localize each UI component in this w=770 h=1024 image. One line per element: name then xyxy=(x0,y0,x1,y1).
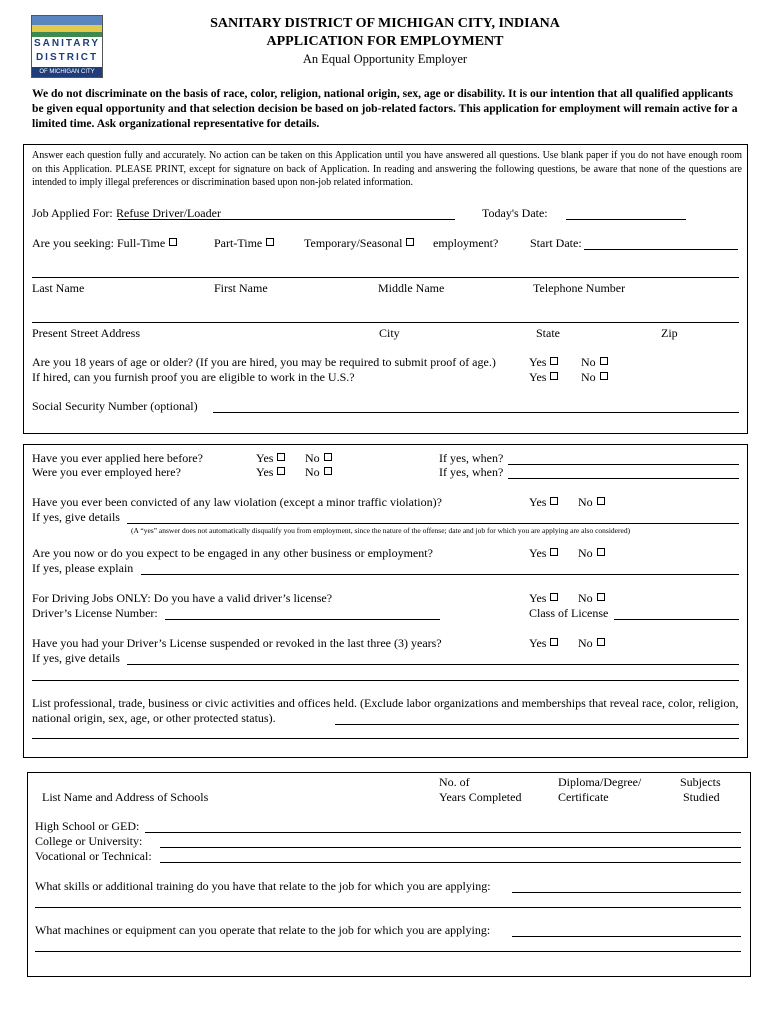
employed-no-label: No xyxy=(305,465,320,479)
policy-statement: We do not discriminate on the basis of race, color, religion, national origin, sex, age or disability. It is our intention that all qualified applicants be given equal opportunity and that selection decision be based on job-related factors. This application for employment will remain active for a limited time. Ask organizational representative for details. xyxy=(32,87,738,130)
suspended-details-field-2[interactable] xyxy=(32,680,739,681)
business-no-label: No xyxy=(578,546,593,560)
city-label: City xyxy=(379,326,400,340)
applied-yes-label: Yes xyxy=(256,451,274,465)
logo-text-district: DISTRICT xyxy=(35,52,99,63)
diploma-header-line1: Diploma/Degree/ xyxy=(558,775,642,789)
suspended-details-field[interactable] xyxy=(127,664,739,665)
part-time-option xyxy=(214,236,274,251)
suspended-question: Have you had your Driver’s License suspended or revoked in the last three (3) years? xyxy=(32,636,442,650)
machines-question: What machines or equipment can you operate that relate to the job for which you are applying: xyxy=(35,923,491,937)
address-line[interactable] xyxy=(32,322,739,323)
job-applied-line xyxy=(118,219,455,220)
business-yes xyxy=(529,546,558,561)
convicted-no-label: No xyxy=(578,495,593,509)
logo-text-city: OF MICHIGAN CITY xyxy=(32,67,102,77)
page-title: SANITARY DISTRICT OF MICHIGAN CITY, INDIANA xyxy=(210,16,560,31)
machines-field-2[interactable] xyxy=(35,951,741,952)
subjects-header-line1: Subjects xyxy=(680,775,721,789)
machines-field[interactable] xyxy=(512,936,741,937)
other-business-question: Are you now or do you expect to be engaged in any other business or employment? xyxy=(32,546,433,560)
todays-date-field[interactable] xyxy=(566,219,686,220)
business-yes-label: Yes xyxy=(529,546,547,560)
college-field[interactable] xyxy=(160,847,741,848)
ssn-label: Social Security Number (optional) xyxy=(32,399,198,413)
employment-question: employment? xyxy=(433,236,499,250)
applied-no xyxy=(305,451,332,466)
proof-no xyxy=(581,370,608,385)
district-logo xyxy=(31,15,103,78)
class-of-license-label: Class of License xyxy=(529,606,609,620)
temporary-checkbox[interactable] xyxy=(406,238,414,246)
suspended-yes-checkbox[interactable] xyxy=(550,638,558,646)
college-label: College or University: xyxy=(35,834,143,848)
age-question: Are you 18 years of age or older? (If you are hired, you may be required to submit proof of age.) xyxy=(32,355,496,369)
high-school-field[interactable] xyxy=(145,832,741,833)
first-name-label: First Name xyxy=(214,281,268,295)
employed-here-question: Were you ever employed here? xyxy=(32,465,181,479)
convicted-no-checkbox[interactable] xyxy=(597,497,605,505)
proof-question: If hired, can you furnish proof you are eligible to work in the U.S.? xyxy=(32,370,355,384)
proof-no-checkbox[interactable] xyxy=(600,372,608,380)
license-no xyxy=(578,591,605,606)
driving-question: For Driving Jobs ONLY: Do you have a valid driver’s license? xyxy=(32,591,333,605)
part-time-label: Part-Time xyxy=(214,236,263,250)
employed-no-checkbox[interactable] xyxy=(324,467,332,475)
employed-when-field[interactable] xyxy=(508,478,739,479)
activities-field[interactable] xyxy=(335,724,739,725)
license-yes xyxy=(529,591,558,606)
applied-no-label: No xyxy=(305,451,320,465)
proof-yes-label: Yes xyxy=(529,370,547,384)
suspended-yes-label: Yes xyxy=(529,636,547,650)
convicted-no xyxy=(578,495,605,510)
applied-yes-checkbox[interactable] xyxy=(277,453,285,461)
proof-yes xyxy=(529,370,558,385)
logo-grass-band xyxy=(32,32,102,37)
zip-label: Zip xyxy=(661,326,678,340)
employed-no xyxy=(305,465,332,480)
skills-question: What skills or additional training do you have that relate to the job for which you are applying: xyxy=(35,879,491,893)
suspended-details-label: If yes, give details xyxy=(32,651,120,665)
business-yes-checkbox[interactable] xyxy=(550,548,558,556)
proof-yes-checkbox[interactable] xyxy=(550,372,558,380)
suspended-no xyxy=(578,636,605,651)
vocational-field[interactable] xyxy=(160,862,741,863)
age-yes-label: Yes xyxy=(529,355,547,369)
suspended-yes xyxy=(529,636,558,651)
instructions: Answer each question fully and accurately. No action can be taken on this Application until you have answered all questions. Use blank paper if you do not have enough room on this Application. PLEASE PRINT, except for signature on back of Application. In reading and answering the following questions, be aware that none of the questions are intended to imply illegal preferences or discrimination based upon non-job related information. xyxy=(32,150,742,188)
applied-yes xyxy=(256,451,285,466)
age-no-label: No xyxy=(581,355,596,369)
employed-yes xyxy=(256,465,285,480)
business-no-checkbox[interactable] xyxy=(597,548,605,556)
business-explain-label: If yes, please explain xyxy=(32,561,134,575)
start-date-label: Start Date: xyxy=(530,236,582,250)
convicted-details-label: If yes, give details xyxy=(32,510,120,524)
years-header-line1: No. of xyxy=(439,775,470,789)
employed-yes-label: Yes xyxy=(256,465,274,479)
diploma-header-line2: Certificate xyxy=(558,790,609,804)
conviction-note: (A “yes” answer does not automatically disqualify you from employment, since the nature of the offense; date and job for which you are applying are also considered) xyxy=(131,526,631,535)
years-header-line2: Years Completed xyxy=(439,790,522,804)
temporary-option xyxy=(304,236,414,251)
full-time-checkbox[interactable] xyxy=(169,238,177,246)
ssn-field[interactable] xyxy=(213,412,739,413)
job-applied-value[interactable]: Refuse Driver/Loader xyxy=(116,206,221,220)
age-no xyxy=(581,355,608,370)
convicted-yes-checkbox[interactable] xyxy=(550,497,558,505)
telephone-label: Telephone Number xyxy=(533,281,626,295)
applied-no-checkbox[interactable] xyxy=(324,453,332,461)
age-yes-checkbox[interactable] xyxy=(550,357,558,365)
seeking-row xyxy=(32,236,177,251)
license-no-checkbox[interactable] xyxy=(597,593,605,601)
part-time-checkbox[interactable] xyxy=(266,238,274,246)
applied-when-label: If yes, when? xyxy=(439,451,504,465)
suspended-no-checkbox[interactable] xyxy=(597,638,605,646)
skills-field[interactable] xyxy=(512,892,741,893)
seeking-label: Are you seeking: Full-Time xyxy=(32,236,166,250)
tagline: An Equal Opportunity Employer xyxy=(302,52,468,66)
license-number-field[interactable] xyxy=(165,619,440,620)
schools-header: List Name and Address of Schools xyxy=(42,790,209,804)
age-yes xyxy=(529,355,558,370)
applied-when-field[interactable] xyxy=(508,464,739,465)
age-no-checkbox[interactable] xyxy=(600,357,608,365)
page-subtitle: APPLICATION FOR EMPLOYMENT xyxy=(266,34,504,49)
middle-name-label: Middle Name xyxy=(378,281,445,295)
license-yes-checkbox[interactable] xyxy=(550,593,558,601)
employed-yes-checkbox[interactable] xyxy=(277,467,285,475)
employed-when-label: If yes, when? xyxy=(439,465,504,479)
activities-question: List professional, trade, business or civic activities and offices held. (Exclude labor organizations and memberships that reveal race, color, religion, national origin, sex, age, or other protected status). xyxy=(32,696,739,725)
logo-sand-band xyxy=(32,25,102,32)
vocational-label: Vocational or Technical: xyxy=(35,849,152,863)
logo-text-sanitary: SANITARY xyxy=(34,38,100,49)
business-explain-field[interactable] xyxy=(141,574,739,575)
license-no-label: No xyxy=(578,591,593,605)
convicted-details-field[interactable] xyxy=(127,523,739,524)
high-school-label: High School or GED: xyxy=(35,819,140,833)
skills-field-2[interactable] xyxy=(35,907,741,908)
job-applied-label: Job Applied For: xyxy=(32,206,113,220)
activities-field-2[interactable] xyxy=(32,738,739,739)
street-label: Present Street Address xyxy=(32,326,140,340)
convicted-yes xyxy=(529,495,558,510)
state-label: State xyxy=(536,326,560,340)
temporary-label: Temporary/Seasonal xyxy=(304,236,403,250)
logo-water-band xyxy=(32,16,102,25)
todays-date-label: Today's Date: xyxy=(482,206,548,220)
applied-before-question: Have you ever applied here before? xyxy=(32,451,203,465)
name-line[interactable] xyxy=(32,277,739,278)
subjects-header-line2: Studied xyxy=(683,790,720,804)
last-name-label: Last Name xyxy=(32,281,85,295)
start-date-field[interactable] xyxy=(584,249,738,250)
proof-no-label: No xyxy=(581,370,596,384)
suspended-no-label: No xyxy=(578,636,593,650)
license-yes-label: Yes xyxy=(529,591,547,605)
license-number-label: Driver’s License Number: xyxy=(32,606,158,620)
business-no xyxy=(578,546,605,561)
convicted-question: Have you ever been convicted of any law violation (except a minor traffic violation)? xyxy=(32,495,442,509)
class-of-license-field[interactable] xyxy=(614,619,739,620)
convicted-yes-label: Yes xyxy=(529,495,547,509)
